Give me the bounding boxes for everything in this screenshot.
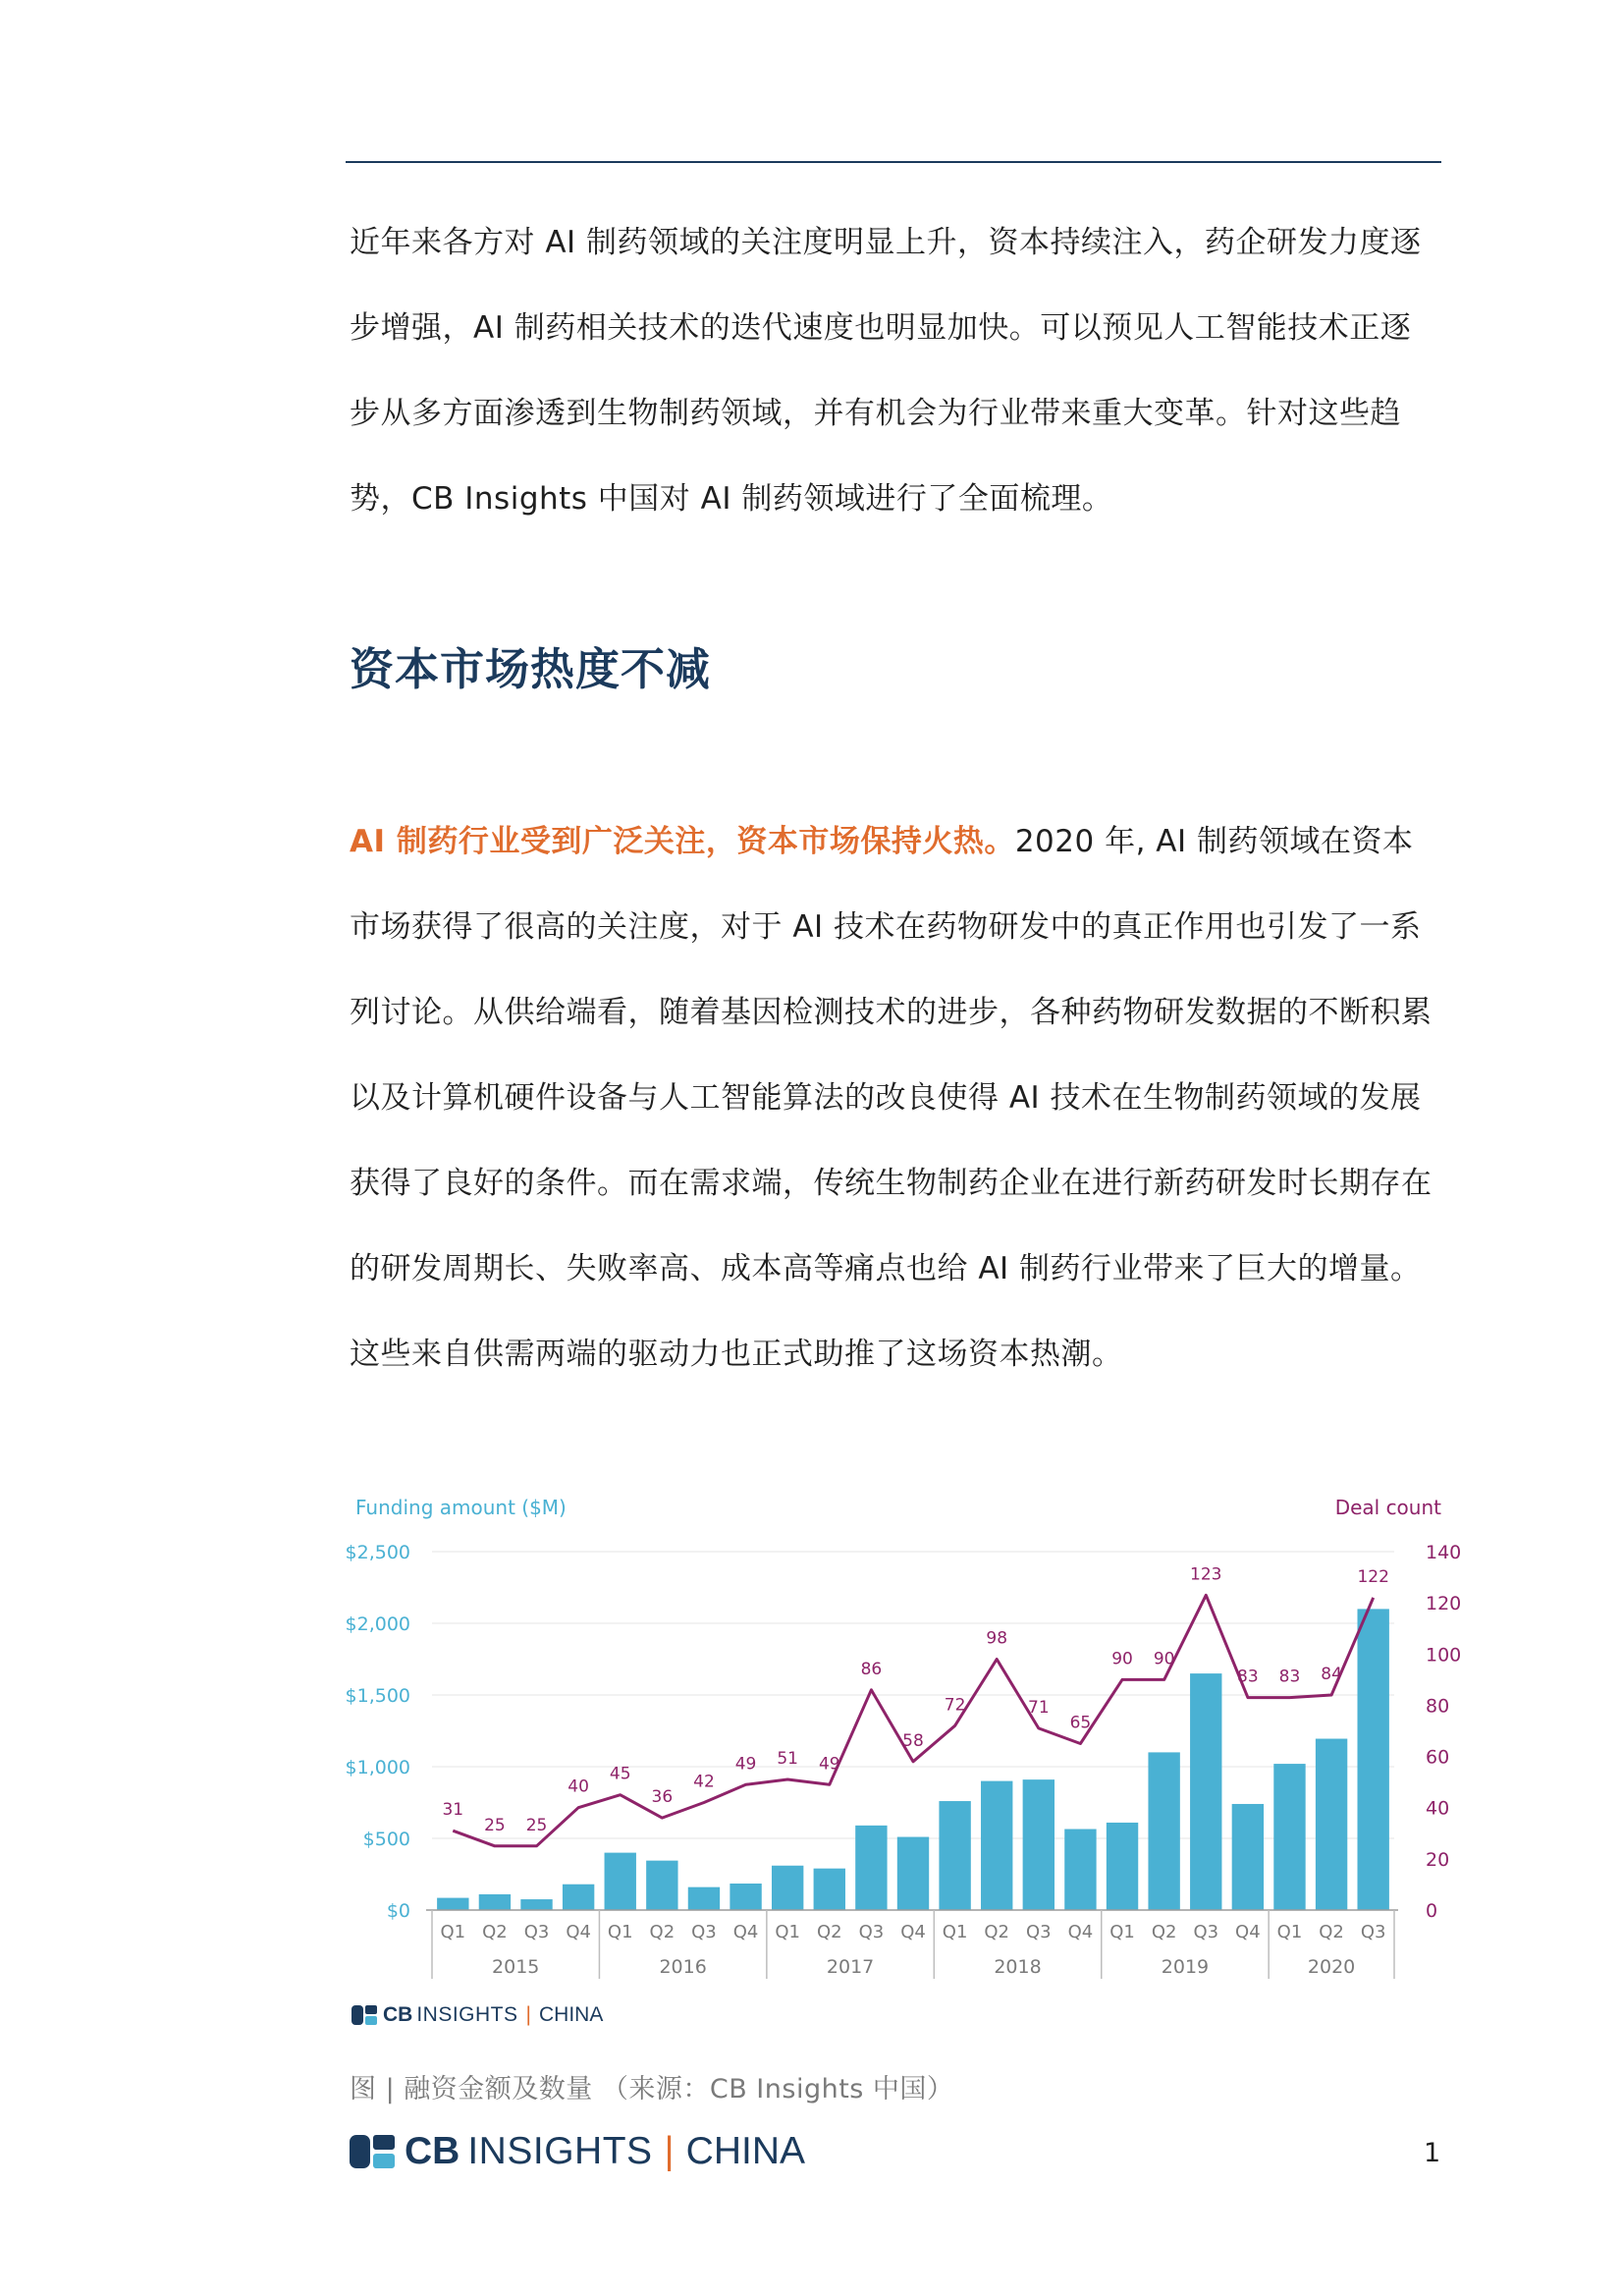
quarter-tick-label: Q2 <box>1319 1922 1344 1942</box>
deal-count-label: 25 <box>525 1815 548 1835</box>
right-tick-label: 40 <box>1426 1797 1450 1820</box>
deal-count-label: 31 <box>442 1800 464 1821</box>
quarter-tick-label: Q4 <box>900 1922 926 1942</box>
body-text: 2020 年, AI 制药领域在资本市场获得了很高的关注度，对于 AI 技术在药物研发中的真正作用也引发了一系列讨论。从供给端看，随着基因检测技术的进步，各种药物研发数据的不断积累以及计算机硬件设备与人工智能算法的改良使得 AI 技术在生物制药领域的发展获得了良好的条件。而在需求端，传统生物制药企业在进行新药研发时长期存在的研发周期长、失败率高、成本高等痛点也给 AI 制药行业带来了巨大的增量。这些来自供需两端的驱动力也正式助推了这场资本热潮。 <box>350 824 1433 1372</box>
deal-count-label: 45 <box>609 1764 631 1784</box>
header-rule <box>346 161 1441 163</box>
deal-count-label: 49 <box>818 1754 840 1775</box>
footer-brand-logo <box>350 2129 805 2174</box>
funding-chart <box>334 1473 1462 2003</box>
funding-bar <box>897 1837 929 1910</box>
chart-logo-cb: CB <box>383 2003 413 2026</box>
funding-bar <box>1107 1823 1138 1910</box>
body-paragraph <box>350 799 1439 1397</box>
left-axis-title: Funding amount ($M) <box>355 1496 567 1519</box>
right-tick-label: 0 <box>1426 1900 1438 1922</box>
quarter-tick-label: Q2 <box>649 1922 676 1942</box>
right-tick-label: 140 <box>1426 1542 1462 1563</box>
right-tick-label: 80 <box>1426 1695 1450 1718</box>
deal-count-label: 58 <box>902 1730 924 1751</box>
deal-count-label: 90 <box>1153 1649 1175 1669</box>
funding-bar <box>814 1869 845 1910</box>
deal-count-label: 122 <box>1357 1566 1389 1587</box>
deal-count-label: 42 <box>693 1772 715 1792</box>
funding-bar <box>1316 1739 1347 1910</box>
footer-logo-insights: INSIGHTS <box>467 2130 653 2172</box>
deal-count-label: 71 <box>1028 1697 1050 1718</box>
deal-count-label: 86 <box>860 1659 883 1679</box>
deal-count-label: 40 <box>568 1777 589 1797</box>
funding-bar <box>939 1801 970 1910</box>
funding-bar <box>1148 1752 1179 1910</box>
quarter-tick-label: Q2 <box>482 1922 508 1942</box>
footer-logo-cb: CB <box>405 2130 460 2172</box>
left-tick-label: $500 <box>362 1829 410 1850</box>
deal-count-label: 83 <box>1237 1667 1259 1687</box>
deal-count-labels <box>442 1564 1388 1835</box>
funding-bar <box>1232 1804 1264 1910</box>
year-label: 2015 <box>492 1956 540 1978</box>
right-tick-label: 60 <box>1426 1746 1450 1769</box>
cb-logo-mark-icon <box>350 2135 397 2168</box>
deal-count-label: 90 <box>1111 1649 1133 1669</box>
deal-count-label: 36 <box>651 1787 674 1808</box>
right-axis-title: Deal count <box>1334 1496 1441 1519</box>
quarter-tick-label: Q4 <box>1067 1922 1094 1942</box>
left-tick-label: $2,000 <box>345 1613 410 1635</box>
funding-bar <box>605 1853 636 1910</box>
quarter-tick-label: Q3 <box>523 1922 550 1942</box>
year-label: 2017 <box>826 1956 875 1978</box>
right-tick-label: 20 <box>1426 1848 1450 1871</box>
deal-count-label: 72 <box>944 1695 966 1716</box>
funding-bar <box>772 1866 803 1910</box>
funding-bar <box>1064 1830 1096 1910</box>
quarter-tick-label: Q2 <box>984 1922 1010 1942</box>
funding-bar <box>730 1884 761 1910</box>
funding-bar <box>437 1898 468 1910</box>
deal-count-label: 123 <box>1190 1564 1222 1585</box>
quarter-tick-label: Q4 <box>732 1922 759 1942</box>
quarter-tick-label: Q3 <box>691 1922 717 1942</box>
right-tick-label: 100 <box>1426 1644 1462 1667</box>
body-highlight: AI 制药行业受到广泛关注，资本市场保持火热。 <box>350 824 1015 859</box>
left-tick-label: $0 <box>386 1900 410 1922</box>
chart-logo-insights: INSIGHTS <box>416 2003 518 2026</box>
quarter-tick-label: Q3 <box>1193 1922 1219 1942</box>
funding-bar <box>981 1781 1012 1910</box>
deal-count-label: 98 <box>986 1628 1008 1649</box>
chart-logo-separator: | <box>525 2003 531 2026</box>
year-label: 2016 <box>659 1956 707 1978</box>
page-number: 1 <box>1424 2138 1441 2168</box>
quarter-tick-label: Q1 <box>607 1922 633 1942</box>
funding-bar <box>1190 1673 1221 1910</box>
quarter-tick-label: Q1 <box>1109 1922 1135 1942</box>
deal-count-label: 25 <box>484 1815 506 1835</box>
right-tick-label: 120 <box>1426 1593 1462 1615</box>
footer-logo-separator: | <box>664 2130 675 2172</box>
left-tick-label: $1,000 <box>345 1757 410 1778</box>
quarter-tick-label: Q1 <box>1276 1922 1303 1942</box>
figure-caption: 图 | 融资金额及数量 （来源：CB Insights 中国） <box>350 2074 954 2105</box>
funding-bar <box>646 1861 677 1910</box>
year-label: 2020 <box>1307 1956 1356 1978</box>
funding-bar <box>1358 1609 1389 1910</box>
quarter-tick-label: Q2 <box>816 1922 842 1942</box>
left-tick-label: $2,500 <box>345 1542 410 1563</box>
quarter-tick-label: Q3 <box>858 1922 885 1942</box>
year-label: 2018 <box>994 1956 1042 1978</box>
funding-bar <box>855 1826 887 1910</box>
funding-bar <box>479 1894 511 1910</box>
footer-logo-china: CHINA <box>685 2130 806 2172</box>
funding-bar <box>520 1899 552 1910</box>
left-tick-label: $1,500 <box>345 1685 410 1707</box>
funding-bar <box>563 1885 594 1910</box>
section-title: 资本市场热度不减 <box>350 643 712 695</box>
quarter-tick-label: Q1 <box>775 1922 800 1942</box>
cb-logo-mark-icon <box>351 2005 379 2025</box>
intro-paragraph: 近年来各方对 AI 制药领域的关注度明显上升，资本持续注入，药企研发力度逐步增强，AI 制药相关技术的迭代速度也明显加快。可以预见人工智能技术正逐步从多方面渗透到生物制药领域，并有机会为行业带来重大变革。针对这些趋势，CB Insights 中国对 AI 制药领域进行了全面梳理。 <box>350 225 1422 517</box>
quarter-tick-label: Q1 <box>942 1922 968 1942</box>
quarter-tick-label: Q3 <box>1360 1922 1386 1942</box>
quarter-tick-label: Q1 <box>440 1922 466 1942</box>
quarter-tick-label: Q4 <box>1235 1922 1261 1942</box>
year-label: 2019 <box>1161 1956 1210 1978</box>
deal-count-label: 65 <box>1069 1713 1092 1733</box>
deal-count-label: 49 <box>734 1754 757 1775</box>
deal-count-label: 51 <box>777 1749 798 1770</box>
quarter-tick-label: Q2 <box>1151 1922 1177 1942</box>
funding-bar <box>1273 1764 1305 1910</box>
chart-axes <box>346 1542 1462 1979</box>
deal-count-label: 84 <box>1321 1665 1342 1684</box>
deal-count-label: 83 <box>1278 1667 1301 1687</box>
funding-bar <box>688 1887 720 1910</box>
quarter-tick-label: Q3 <box>1026 1922 1052 1942</box>
chart-brand-logo <box>351 2001 603 2029</box>
funding-bar <box>1023 1779 1054 1910</box>
quarter-tick-label: Q4 <box>566 1922 591 1942</box>
chart-logo-china: CHINA <box>539 2003 604 2026</box>
